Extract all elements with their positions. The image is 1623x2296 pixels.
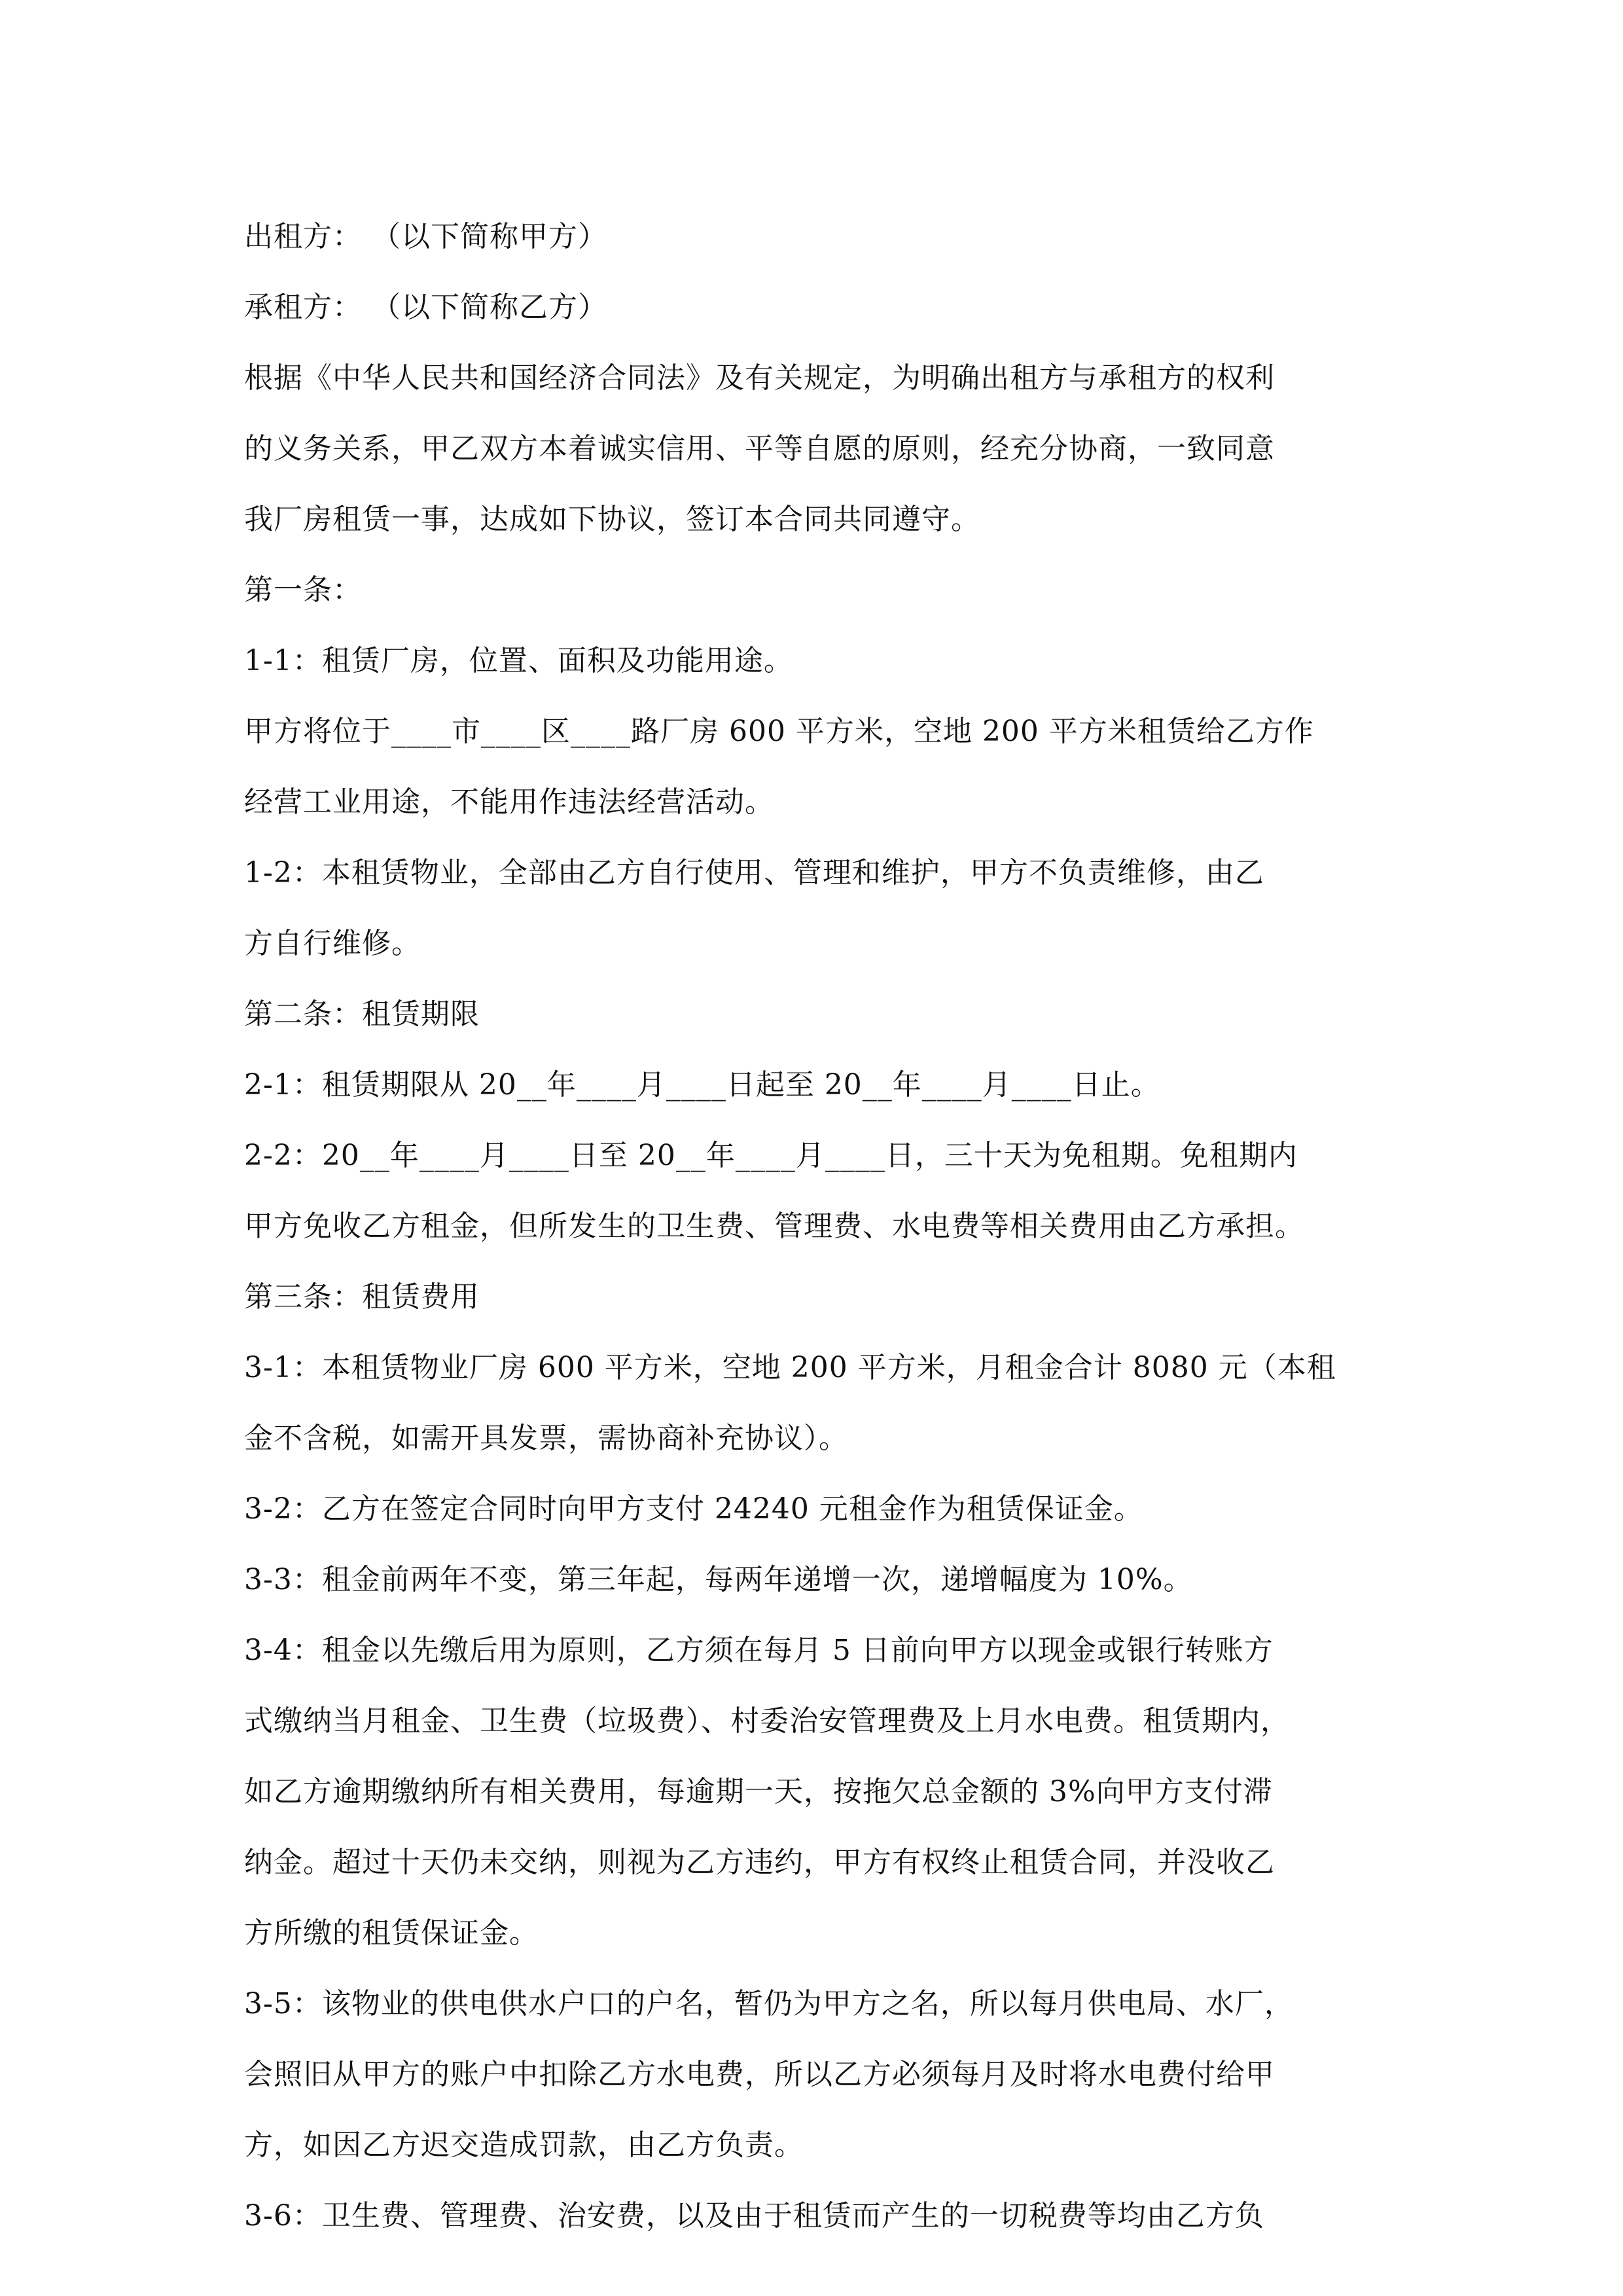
paragraph-line: 方，如因乙方迟交造成罚款，由乙方负责。 [244,2128,804,2162]
paragraph-line: 会照旧从甲方的账户中扣除乙方水电费，所以乙方必须每月及时将水电费付给甲 [244,2058,1275,2091]
article-heading: 第三条：租赁费用 [244,1280,480,1314]
article-heading: 第一条： [244,573,362,607]
lessor-line: 出租方： （以下简称甲方） [244,220,607,253]
paragraph-line: 我厂房租赁一事，达成如下协议，签订本合同共同遵守。 [244,503,980,536]
paragraph-line: 甲方将位于____市____区____路厂房 600 平方米，空地 200 平方米租赁给乙方作 [244,715,1314,748]
paragraph-line: 甲方免收乙方租金，但所发生的卫生费、管理费、水电费等相关费用由乙方承担。 [244,1210,1304,1243]
paragraph-line: 式缴纳当月租金、卫生费（垃圾费）、村委治安管理费及上月水电费。租赁期内， [244,1704,1290,1738]
paragraph-line: 方所缴的租赁保证金。 [244,1916,539,1950]
article-heading: 第二条：租赁期限 [244,997,480,1031]
paragraph-line: 金不含税，如需开具发票，需协商补充协议）。 [244,1422,848,1455]
clause-line: 3-1：本租赁物业厂房 600 平方米，空地 200 平方米，月租金合计 8080 元（本租 [244,1351,1336,1384]
clause-line: 3-3：租金前两年不变，第三年起，每两年递增一次，递增幅度为 10%。 [244,1563,1193,1596]
clause-line: 1-2：本租赁物业，全部由乙方自行使用、管理和维护，甲方不负责维修，由乙 [244,856,1264,889]
clause-line: 3-2：乙方在签定合同时向甲方支付 24240 元租金作为租赁保证金。 [244,1492,1143,1526]
contract-body [244,202,1386,2251]
clause-line: 2-1：租赁期限从 20__年____月____日起至 20__年____月____日止。 [244,1068,1160,1102]
clause-line: 3-5：该物业的供电供水户口的户名，暂仍为甲方之名，所以每月供电局、水厂， [244,1987,1294,2020]
paragraph-line: 的义务关系，甲乙双方本着诚实信用、平等自愿的原则，经充分协商，一致同意 [244,432,1275,465]
paragraph-line: 纳金。超过十天仍未交纳，则视为乙方违约，甲方有权终止租赁合同，并没收乙 [244,1846,1275,1879]
clause-line: 2-2：20__年____月____日至 20__年____月____日，三十天为免租期。免租期内 [244,1139,1298,1172]
paragraph-line: 如乙方逾期缴纳所有相关费用，每逾期一天，按拖欠总金额的 3%向甲方支付滞 [244,1775,1273,1808]
paragraph-line: 方自行维修。 [244,927,421,960]
clause-line: 3-4：租金以先缴后用为原则，乙方须在每月 5 日前向甲方以现金或银行转账方 [244,1634,1274,1667]
clause-line: 3-6：卫生费、管理费、治安费，以及由于租赁而产生的一切税费等均由乙方负 [244,2199,1264,2233]
lessee-line: 承租方： （以下简称乙方） [244,291,607,324]
paragraph-line: 根据《中华人民共和国经济合同法》及有关规定，为明确出租方与承租方的权利 [244,361,1275,395]
clause-line: 1-1：租赁厂房，位置、面积及功能用途。 [244,644,793,677]
paragraph-line: 经营工业用途，不能用作违法经营活动。 [244,785,774,819]
